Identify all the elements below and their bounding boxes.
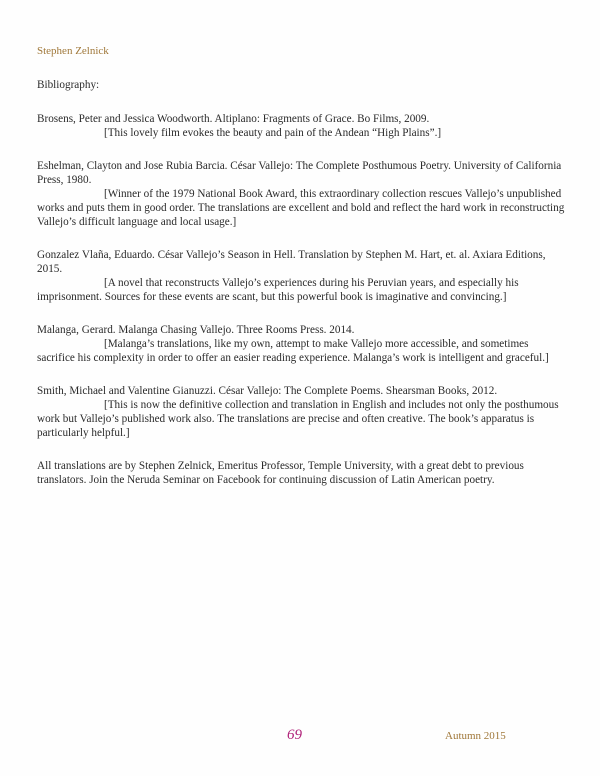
closing-note: All translations are by Stephen Zelnick, Emeritus Professor, Temple University, with a great debt to previous translators. Join the Neruda Seminar on Facebook for continuing discussion of Latin American poetry. [37,460,524,486]
bibliography-entry [37,323,567,365]
issue-season: Autumn 2015 [445,730,506,742]
entry-annotation: [This lovely film evokes the beauty and pain of the Andean “High Plains”.] [104,127,442,139]
entry-citation: Gonzalez Vlaña, Eduardo. César Vallejo’s Season in Hell. Translation by Stephen M. Hart, et. al. Axiara Editions, 2015. [37,249,546,275]
entry-annotation: [This is now the definitive collection and translation in English and includes not only the posthumous work but Vallejo’s published work also. The translations are precise and often creative. The book’s apparatus is particularly helpful.] [37,399,559,439]
entry-citation: Malanga, Gerard. Malanga Chasing Vallejo. Three Rooms Press. 2014. [37,324,355,336]
entry-annotation: [A novel that reconstructs Vallejo’s experiences during his Peruvian years, and especially his imprisonment. Sources for these events are scant, but this powerful book is imaginative and convincing.] [37,277,519,303]
entry-citation: Smith, Michael and Valentine Gianuzzi. César Vallejo: The Complete Poems. Shearsman Books, 2012. [37,385,498,397]
bibliography-entry [37,384,567,440]
bibliography-entry [37,248,567,304]
bibliography-entry [37,159,567,229]
entry-annotation: [Malanga’s translations, like my own, attempt to make Vallejo more accessible, and sometimes sacrifice his complexity in order to offer an easier reading experience. Malanga’s work is intelligent and graceful.] [37,338,549,364]
bibliography-entry [37,112,567,140]
bibliography-heading: Bibliography: [37,79,100,91]
entry-citation: Eshelman, Clayton and Jose Rubia Barcia. César Vallejo: The Complete Posthumous Poetry. University of California Press, 1980. [37,160,562,186]
page-number: 69 [287,727,302,743]
header-author: Stephen Zelnick [37,45,109,57]
entry-annotation: [Winner of the 1979 National Book Award, this extraordinary collection rescues Vallejo’s unpublished works and puts them in good order. The translations are excellent and bold and reflect the hard work in reconstructing Vallejo’s difficult language and local usage.] [37,188,565,228]
bibliography-section [37,78,567,487]
entry-citation: Brosens, Peter and Jessica Woodworth. Altiplano: Fragments of Grace. Bo Films, 2009. [37,113,430,125]
